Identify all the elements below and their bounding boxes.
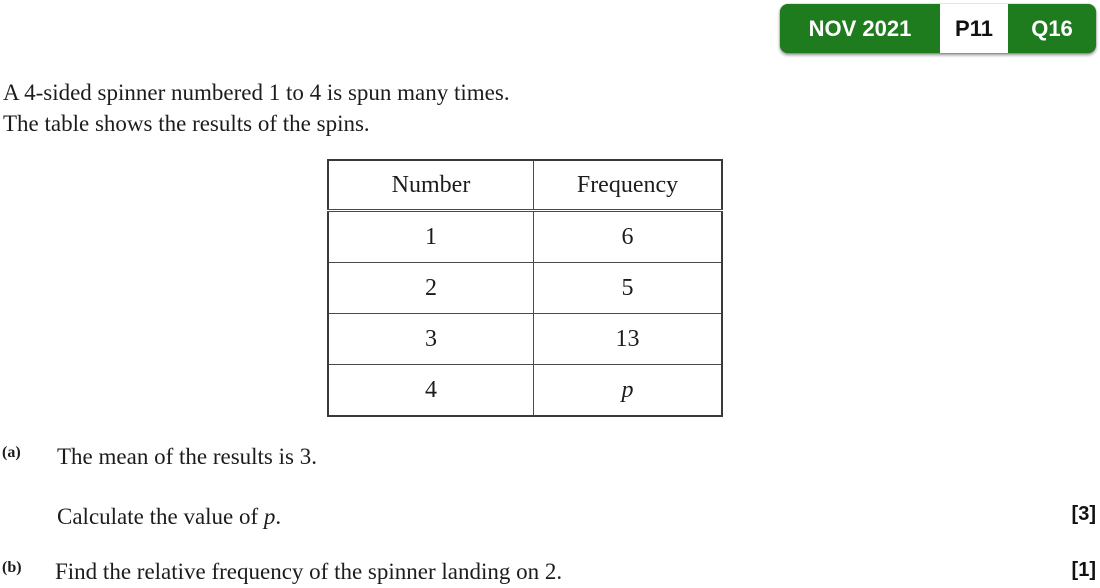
part-a-label: (a) [2,444,21,461]
part-a-instruction [57,504,281,530]
table-cell-frequency-3: 13 [534,314,723,365]
part-b-label: (b) [2,559,22,576]
part-a-marks: [3] [1071,503,1096,525]
table-cell-frequency-4: p [534,365,723,417]
table-header-number: Number [328,160,534,211]
table-header-frequency: Frequency [534,160,723,211]
question-intro [3,77,510,139]
part-a-statement: The mean of the results is 3. [57,444,317,469]
table-cell-number-3: 3 [328,314,534,365]
paper-number-label: P11 [940,4,1008,53]
part-b-marks: [1] [1071,559,1096,581]
table-cell-frequency-1: 6 [534,211,723,263]
intro-line-2: The table shows the results of the spins. [3,111,370,136]
table-cell-number-1: 1 [328,211,534,263]
part-a-instruction-suffix: . [275,504,282,529]
table-cell-number-2: 2 [328,263,534,314]
table-cell-number-4: 4 [328,365,534,417]
question-number-label: Q16 [1031,15,1073,41]
table-row [328,314,722,365]
table-cell-frequency-2: 5 [534,263,723,314]
table-row [328,365,722,417]
intro-line-1: A 4-sided spinner numbered 1 to 4 is spun many times. [3,80,510,105]
question-reference-badge [780,4,1096,53]
table-header-row [328,160,722,211]
part-a-instruction-prefix: Calculate the value of [57,504,264,529]
table-row [328,263,722,314]
frequency-table [327,159,723,417]
variable-p: p [263,504,276,529]
table-row [328,211,722,263]
exam-session-label: NOV 2021 [808,15,912,41]
part-b-statement: Find the relative frequency of the spinner landing on 2. [55,559,563,584]
